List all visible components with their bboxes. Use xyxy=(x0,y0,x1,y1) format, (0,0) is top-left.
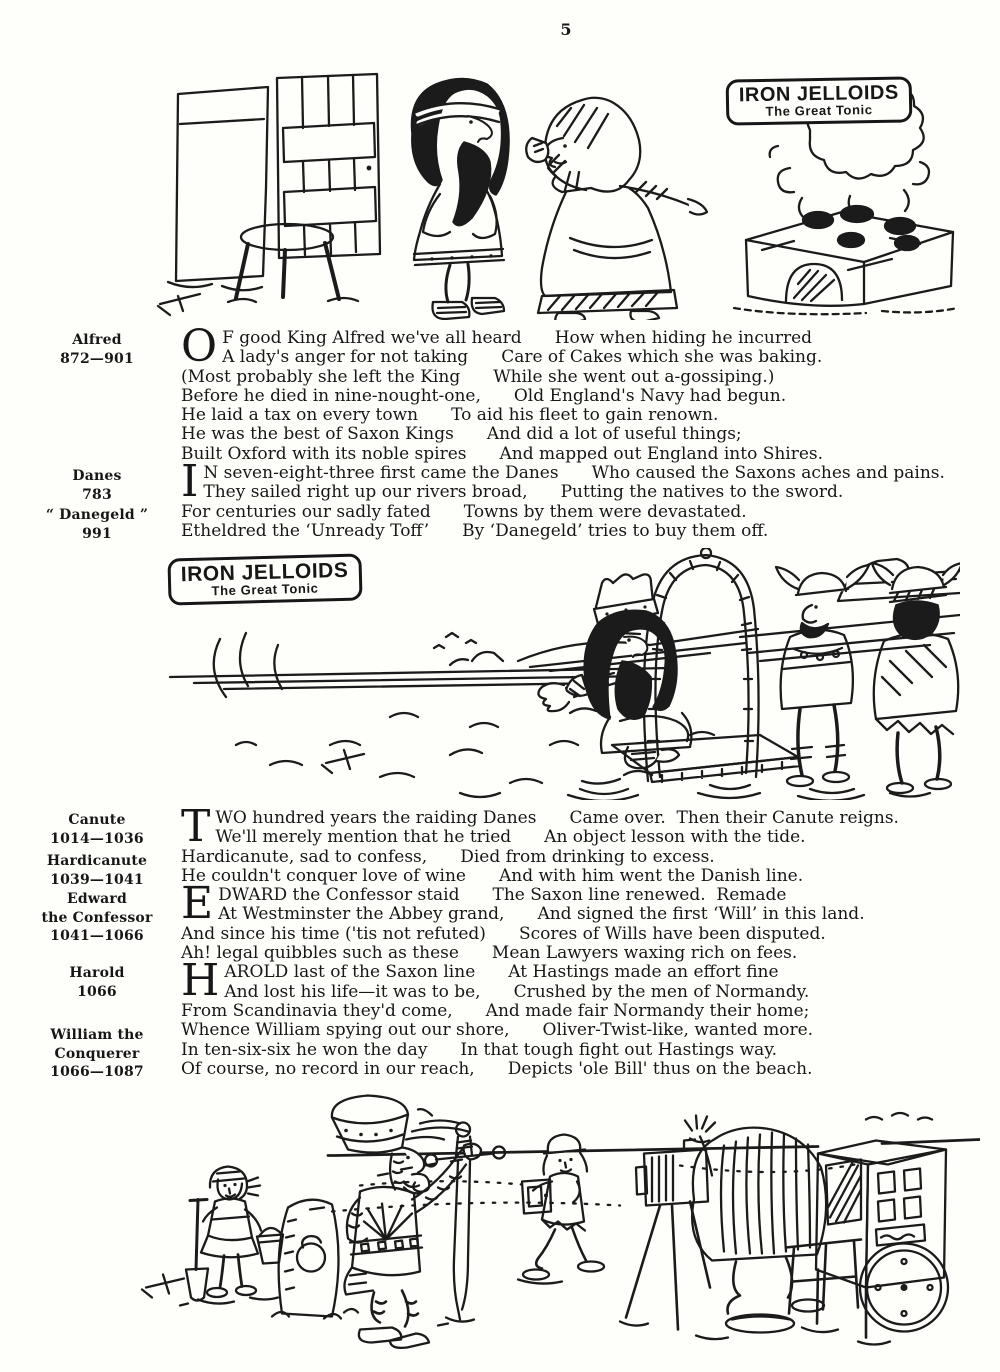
verse-hemistich: Mean Lawyers waxing rich on fees. xyxy=(491,943,798,964)
verse-hemistich: Scores of Wills have been disputed. xyxy=(518,923,826,944)
verse-hemistich: How when hiding he incurred xyxy=(554,328,813,348)
verse-hemistich: In that tough fight out Hastings way. xyxy=(460,1039,778,1060)
verse-line xyxy=(181,368,973,387)
margin-note-harold xyxy=(16,964,178,1001)
verse-hemistich: Care of Cakes which she was baking. xyxy=(501,347,823,368)
verse-line xyxy=(181,963,973,982)
verse-hemistich: Etheldred the ‘Unready Toff’ xyxy=(181,520,430,541)
verse-hemistich: To aid his fleet to gain renown. xyxy=(451,405,719,426)
verse-hemistich: A lady's anger for not taking xyxy=(222,347,469,368)
margin-note-line: 783 xyxy=(82,486,112,503)
verse-hemistich: He laid a tax on every town xyxy=(181,405,419,426)
verse-hemistich: By ‘Danegeld’ tries to buy them off. xyxy=(462,520,769,541)
verse-line xyxy=(181,1021,973,1040)
margin-note-line: Conquerer xyxy=(54,1045,140,1062)
verse-hemistich: N seven-eight-three first came the Danes xyxy=(203,463,559,484)
margin-note-line: Canute xyxy=(68,812,126,828)
margin-note-line: the Confessor xyxy=(41,909,153,926)
standing-stone xyxy=(272,1200,358,1319)
verse-hemistich: They sailed right up our rivers broad, xyxy=(203,482,528,503)
verse-line xyxy=(181,925,973,944)
drop-cap: I xyxy=(181,456,199,508)
verse-hemistich: He was the best of Saxon Kings xyxy=(181,424,454,445)
margin-note-line: 1066—1087 xyxy=(50,1064,144,1080)
margin-note-edward xyxy=(16,890,178,946)
verse-hemistich: (Most probably she left the King xyxy=(181,366,461,387)
margin-note-line: 1066 xyxy=(77,983,117,1000)
margin-note-danes xyxy=(16,467,178,504)
verse-hemistich: And made fair Normandy their home; xyxy=(485,1000,810,1021)
margin-note-line: 872—901 xyxy=(60,350,134,367)
verse-line xyxy=(181,944,973,963)
verse-hemistich: Oliver-Twist-like, wanted more. xyxy=(542,1020,814,1041)
william-beach-drawing xyxy=(60,1088,980,1356)
verse-line xyxy=(181,886,973,905)
verse-block-alfred-danes xyxy=(181,321,973,541)
verse-hemistich: And did a lot of useful things; xyxy=(486,424,742,445)
verse-line xyxy=(181,867,973,886)
margin-note-line: 1014—1036 xyxy=(50,830,144,847)
stanza xyxy=(181,955,973,1079)
verse-line xyxy=(181,848,973,867)
verse-line xyxy=(181,522,973,541)
margin-note-line: 991 xyxy=(82,525,112,542)
verse-line xyxy=(181,809,973,828)
margin-note-line: Hardicanute xyxy=(46,853,148,869)
verse-hemistich: He couldn't conquer love of wine xyxy=(181,865,466,886)
stanza xyxy=(181,801,973,886)
verse-line xyxy=(181,425,973,444)
margin-note-line: Edward xyxy=(67,891,127,907)
verse-hemistich: Old England's Navy had begun. xyxy=(513,385,787,406)
margin-note-danegeld xyxy=(16,506,178,543)
verse-line xyxy=(181,464,973,483)
verse-hemistich: Died from drinking to excess. xyxy=(460,846,715,867)
margin-note-canute xyxy=(16,811,178,848)
verse-hemistich: Before he died in nine-nought-one, xyxy=(181,385,481,406)
brand-tagline: The Great Tonic xyxy=(765,102,873,120)
margin-note-line: 1039—1041 xyxy=(50,871,144,888)
verse-hemistich: And with him went the Danish line. xyxy=(498,865,804,886)
stanza xyxy=(181,878,973,964)
illustration-alfred-and-the-cakes xyxy=(150,66,960,320)
margin-note-line: Alfred xyxy=(72,332,122,348)
verse-hemistich: Came over. Then their Canute reigns. xyxy=(569,808,899,828)
verse-hemistich: In ten-six-six he won the day xyxy=(181,1039,428,1060)
verse-line xyxy=(181,445,973,464)
margin-note-alfred xyxy=(16,331,178,368)
verse-line xyxy=(181,387,973,406)
verse-hemistich: F good King Alfred we've all heard xyxy=(222,328,522,348)
verse-hemistich: Ah! legal quibbles such as these xyxy=(181,943,459,964)
verse-hemistich: At Hastings made an effort fine xyxy=(508,962,779,983)
verse-hemistich: Depicts 'ole Bill' thus on the beach. xyxy=(507,1058,813,1079)
verse-hemistich: From Scandinavia they'd come, xyxy=(181,1000,453,1021)
drop-cap: T xyxy=(181,801,211,852)
verse-hemistich: Crushed by the men of Normandy. xyxy=(513,981,810,1002)
verse-block-canute-to-william xyxy=(181,801,973,1079)
verse-line xyxy=(181,1002,973,1021)
verse-hemistich: The Saxon line renewed. Remade xyxy=(492,885,787,906)
verse-line xyxy=(181,406,973,425)
verse-line xyxy=(181,329,973,348)
verse-line xyxy=(181,503,973,522)
drop-cap: E xyxy=(181,878,214,930)
verse-hemistich: And signed the first ‘Will’ in this land. xyxy=(537,904,865,925)
verse-hemistich: And mapped out England into Shires. xyxy=(499,443,824,464)
verse-hemistich: For centuries our sadly fated xyxy=(181,501,431,522)
margin-note-william xyxy=(16,1026,178,1082)
brand-tagline: The Great Tonic xyxy=(211,581,319,599)
verse-line xyxy=(181,483,973,502)
page-number: 5 xyxy=(560,20,572,39)
stone-oven xyxy=(734,212,958,314)
verse-hemistich: Who caused the Saxons aches and pains. xyxy=(591,463,945,484)
margin-note-line: Harold xyxy=(69,965,125,981)
iron-jelloids-sign xyxy=(726,76,913,126)
burnt-cakes xyxy=(803,206,919,250)
artist-monogram xyxy=(142,1275,184,1298)
verse-line xyxy=(181,1060,973,1079)
verse-line xyxy=(181,1041,973,1060)
illustration-william-on-the-beach xyxy=(60,1088,980,1356)
illustration-canute-and-the-tide xyxy=(150,548,960,800)
margin-note-line: 1041—1066 xyxy=(50,928,144,944)
girl-with-spade-and-pail xyxy=(180,1167,283,1306)
king-canute-figure xyxy=(538,574,691,768)
verse-line xyxy=(181,983,973,1002)
stanza xyxy=(181,321,973,464)
margin-note-line: “ Danegeld ” xyxy=(45,507,149,523)
drop-cap: O xyxy=(181,321,218,372)
verse-hemistich: We'll merely mention that he tried xyxy=(215,827,512,848)
king-alfred-figure xyxy=(412,79,510,320)
verse-hemistich: Towns by them were devastated. xyxy=(463,501,747,522)
verse-hemistich: At Westminster the Abbey grand, xyxy=(218,904,505,925)
old-woman-figure xyxy=(526,98,707,320)
verse-hemistich: And lost his life—it was to be, xyxy=(224,981,481,1002)
verse-hemistich: Putting the natives to the sword. xyxy=(560,482,844,503)
verse-hemistich: Whence William spying out our shore, xyxy=(181,1020,510,1041)
margin-note-line: Danes xyxy=(72,468,122,484)
iron-jelloids-sign xyxy=(167,553,362,605)
verse-hemistich: WO hundred years the raiding Danes xyxy=(215,808,537,828)
margin-note-hardicanute xyxy=(16,852,178,889)
drop-cap: H xyxy=(181,955,220,1007)
brand-name: IRON JELLOIDS xyxy=(738,81,899,107)
boy-with-hand-camera xyxy=(518,1135,604,1284)
verse-hemistich: AROLD last of the Saxon line xyxy=(224,962,476,983)
verse-line xyxy=(181,905,973,924)
verse-hemistich: An object lesson with the tide. xyxy=(544,827,806,848)
verse-hemistich: Of course, no record in our reach, xyxy=(181,1058,475,1079)
verse-hemistich: While she went out a-gossiping.) xyxy=(493,366,775,387)
water-ripples-foreground xyxy=(460,779,930,800)
stanza xyxy=(181,456,973,541)
stone-wall xyxy=(158,87,268,315)
verse-hemistich: Hardicanute, sad to confess, xyxy=(181,846,428,867)
verse-hemistich: Built Oxford with its noble spires xyxy=(181,443,467,464)
brand-name: IRON JELLOIDS xyxy=(180,558,349,587)
sea-ripples xyxy=(236,708,714,783)
verse-line xyxy=(181,828,973,847)
courtier-vikings xyxy=(776,563,960,793)
verse-line xyxy=(181,348,973,367)
verse-hemistich: DWARD the Confessor staid xyxy=(218,885,460,906)
margin-note-line: William the xyxy=(50,1027,144,1043)
verse-hemistich: And since his time ('tis not refuted) xyxy=(181,923,486,944)
